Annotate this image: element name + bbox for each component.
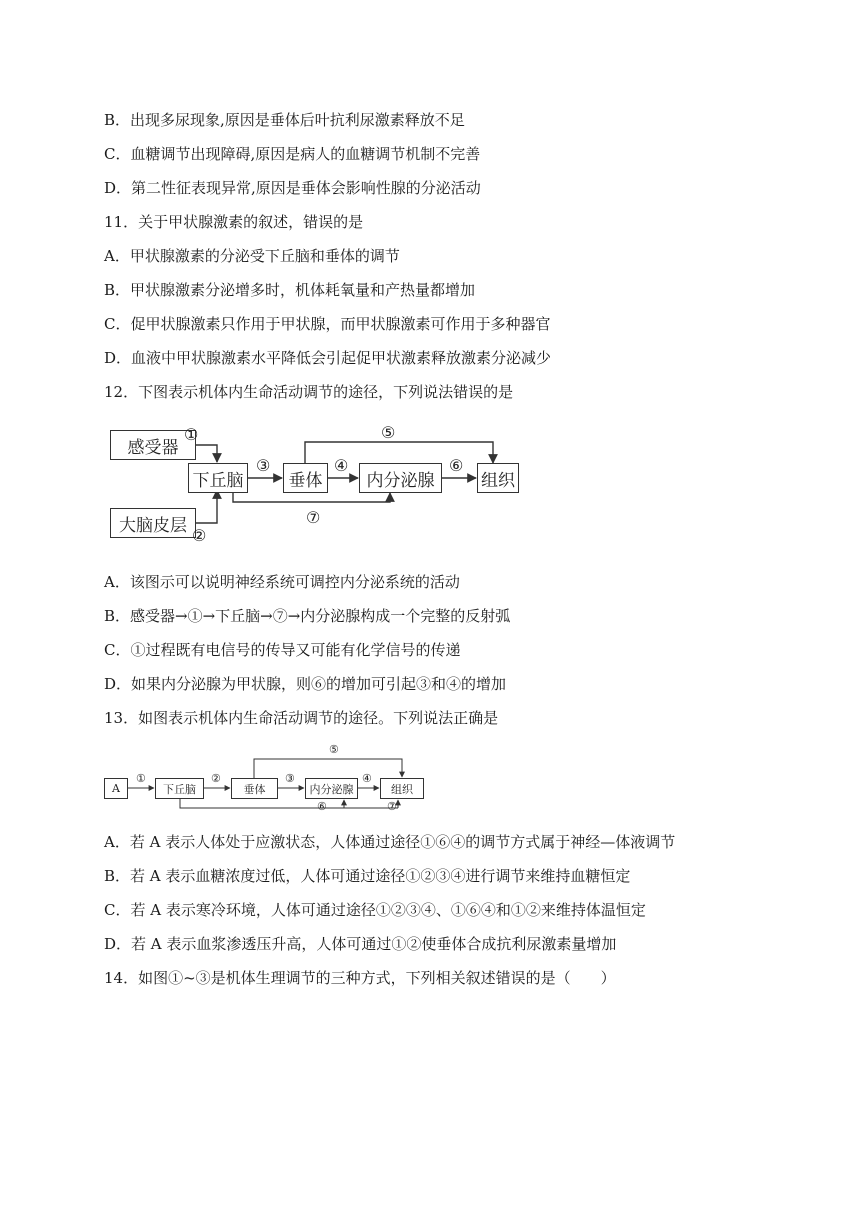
tissue-box: 组织 [477,463,519,493]
label2-2: ② [211,772,221,785]
option-d-q11: D．血液中甲状腺激素水平降低会引起促甲状激素释放激素分泌减少 [104,349,552,367]
option-d-q10: D．第二性征表现异常,原因是垂体会影响性腺的分泌活动 [104,179,481,197]
option-b-q12: B．感受器→①→下丘脑→⑦→内分泌腺构成一个完整的反射弧 [104,607,511,625]
a-box: A [104,778,128,799]
tissue-box-2: 组织 [380,778,424,799]
label2-6: ⑥ [317,800,327,813]
label2-1: ① [136,772,146,785]
pituitary-box: 垂体 [283,463,328,493]
endocrine-gland-box-2: 内分泌腺 [305,778,358,799]
option-c-q12: C．①过程既有电信号的传导又可能有化学信号的传递 [104,641,461,659]
regulation-diagram-2 [100,738,430,820]
label-7: ⑦ [306,508,321,527]
label-6: ⑥ [449,456,464,475]
label2-3: ③ [285,772,295,785]
option-c-q11: C．促甲状腺激素只作用于甲状腺，而甲状腺激素可作用于多种器官 [104,315,551,333]
option-d-q13: D．若 A 表示血浆渗透压升高，人体可通过①②使垂体合成抗利尿激素量增加 [104,935,617,953]
question-12: 12．下图表示机体内生命活动调节的途径，下列说法错误的是 [104,383,514,401]
question-13: 13．如图表示机体内生命活动调节的途径。下列说法正确是 [104,709,499,727]
hypothalamus-box-2: 下丘脑 [155,778,204,799]
option-b-q11: B．甲状腺激素分泌增多时，机体耗氧量和产热量都增加 [104,281,476,299]
label2-5: ⑤ [329,743,339,756]
option-c-q13: C．若 A 表示寒冷环境，人体可通过途径①②③④、①⑥④和①②来维持体温恒定 [104,901,646,919]
label-2: ② [192,526,207,545]
option-a-q13: A．若 A 表示人体处于应激状态，人体通过途径①⑥④的调节方式属于神经—体液调节 [104,833,676,851]
endocrine-gland-box: 内分泌腺 [359,463,442,493]
label-5: ⑤ [381,423,396,442]
option-a-q12: A．该图示可以说明神经系统可调控内分泌系统的活动 [104,573,460,591]
pituitary-box-2: 垂体 [231,778,278,799]
regulation-diagram-1 [100,420,530,550]
option-c-q10: C．血糖调节出现障碍,原因是病人的血糖调节机制不完善 [104,145,481,163]
label2-7: ⑦ [387,800,397,813]
question-11: 11．关于甲状腺激素的叙述，错误的是 [104,213,364,231]
option-b-q10: B．出现多尿现象,原因是垂体后叶抗利尿激素释放不足 [104,111,465,129]
label2-4: ④ [362,772,372,785]
hypothalamus-box: 下丘脑 [188,463,248,493]
cerebral-cortex-box: 大脑皮层 [110,508,196,538]
option-a-q11: A．甲状腺激素的分泌受下丘脑和垂体的调节 [104,247,400,265]
label-4: ④ [334,456,349,475]
receptor-box: 感受器 [110,430,196,460]
option-d-q12: D．如果内分泌腺为甲状腺，则⑥的增加可引起③和④的增加 [104,675,507,693]
question-14: 14．如图①~③是机体生理调节的三种方式，下列相关叙述错误的是（ ） [104,969,616,987]
label-3: ③ [256,456,271,475]
label-1: ① [184,425,199,444]
option-b-q13: B．若 A 表示血糖浓度过低，人体可通过途径①②③④进行调节来维持血糖恒定 [104,867,631,885]
